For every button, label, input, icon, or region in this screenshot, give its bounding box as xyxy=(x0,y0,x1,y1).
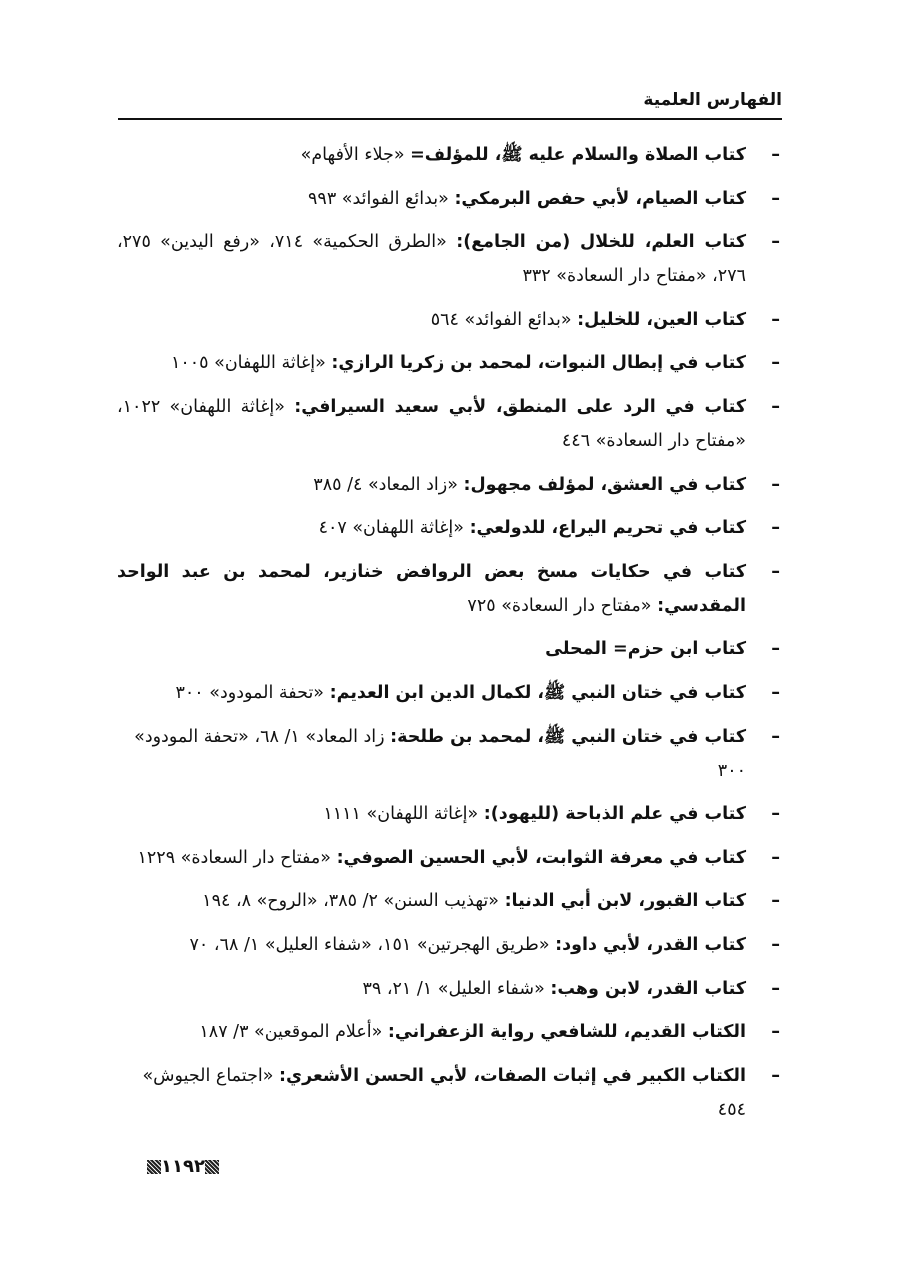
index-entry: – كتاب في العشق، لمؤلف مجهول: «زاد المعاد» ٤/ ٣٨٥ xyxy=(313,474,780,495)
page-number xyxy=(147,1156,219,1177)
ornament-right-icon xyxy=(205,1160,219,1174)
index-entry: – كتاب القبور، لابن أبي الدنيا: «تهذيب السنن» ٢/ ٣٨٥، «الروح» ٨، ١٩٤ xyxy=(202,891,780,912)
index-entry: – كتاب الصلاة والسلام عليه ﷺ، للمؤلف= «جلاء الأفهام» xyxy=(300,145,780,165)
index-entry: – الكتاب الكبير في إثبات الصفات، لأبي الحسن الأشعري: «اجتماع الجيوش» ٤٥٤ xyxy=(142,1065,780,1120)
index-entry: – كتاب القدر، لابن وهب: «شفاء العليل» ١/ ٢١، ٣٩ xyxy=(362,978,780,999)
index-entry: – الكتاب القديم، للشافعي رواية الزعفراني: «أعلام الموقعين» ٣/ ١٨٧ xyxy=(199,1022,780,1043)
index-entry: – كتاب في معرفة الثوابت، لأبي الحسين الصوفي: «مفتاح دار السعادة» ١٢٢٩ xyxy=(137,847,780,868)
index-entry: – كتاب في حكايات مسخ بعض الروافض خنازير، لمحمد بن عبد الواحد المقدسي: «مفتاح دار السعادة» ٧٢٥ xyxy=(117,561,780,616)
page-number-text: ١١٩٢ xyxy=(161,1156,205,1177)
header-divider xyxy=(118,118,782,120)
index-entry: – كتاب العين، للخليل: «بدائع الفوائد» ٥٦٤ xyxy=(430,309,780,330)
index-entry: – كتاب القدر، لأبي داود: «طريق الهجرتين» ١٥١، «شفاء العليل» ١/ ٦٨، ٧٠ xyxy=(189,934,780,955)
index-entry: – كتاب الصيام، لأبي حفص البرمكي: «بدائع الفوائد» ٩٩٣ xyxy=(308,188,780,209)
index-entry: – كتاب ابن حزم= المحلى xyxy=(545,639,780,660)
index-entry: – كتاب في إبطال النبوات، لمحمد بن زكريا الرازي: «إغاثة اللهفان» ١٠٠٥ xyxy=(170,353,780,374)
index-entry: – كتاب في علم الذباحة (لليهود): «إغاثة اللهفان» ١١١١ xyxy=(323,804,780,825)
running-header-title: الفهارس العلمية xyxy=(643,90,782,110)
index-entry: – كتاب في ختان النبي ﷺ، لمحمد بن طلحة: زاد المعاد» ١/ ٦٨، «تحفة المودود» ٣٠٠ xyxy=(134,726,780,781)
index-entry: – كتاب في تحريم اليراع، للدولعي: «إغاثة اللهفان» ٤٠٧ xyxy=(318,518,780,539)
index-entries-list xyxy=(117,138,782,1136)
index-entry: – كتاب في ختان النبي ﷺ، لكمال الدين ابن العديم: «تحفة المودود» ٣٠٠ xyxy=(175,682,780,703)
index-entry: – كتاب العلم، للخلال (من الجامع): «الطرق الحكمية» ٧١٤، «رفع اليدين» ٢٧٥، ٢٧٦، «مفتاح دار السعادة» ٣٣٢ xyxy=(117,232,780,287)
ornament-left-icon xyxy=(147,1160,161,1174)
index-entry: – كتاب في الرد على المنطق، لأبي سعيد السيرافي: «إغاثة اللهفان» ١٠٢٢، «مفتاح دار السعادة» ٤٤٦ xyxy=(117,396,780,451)
